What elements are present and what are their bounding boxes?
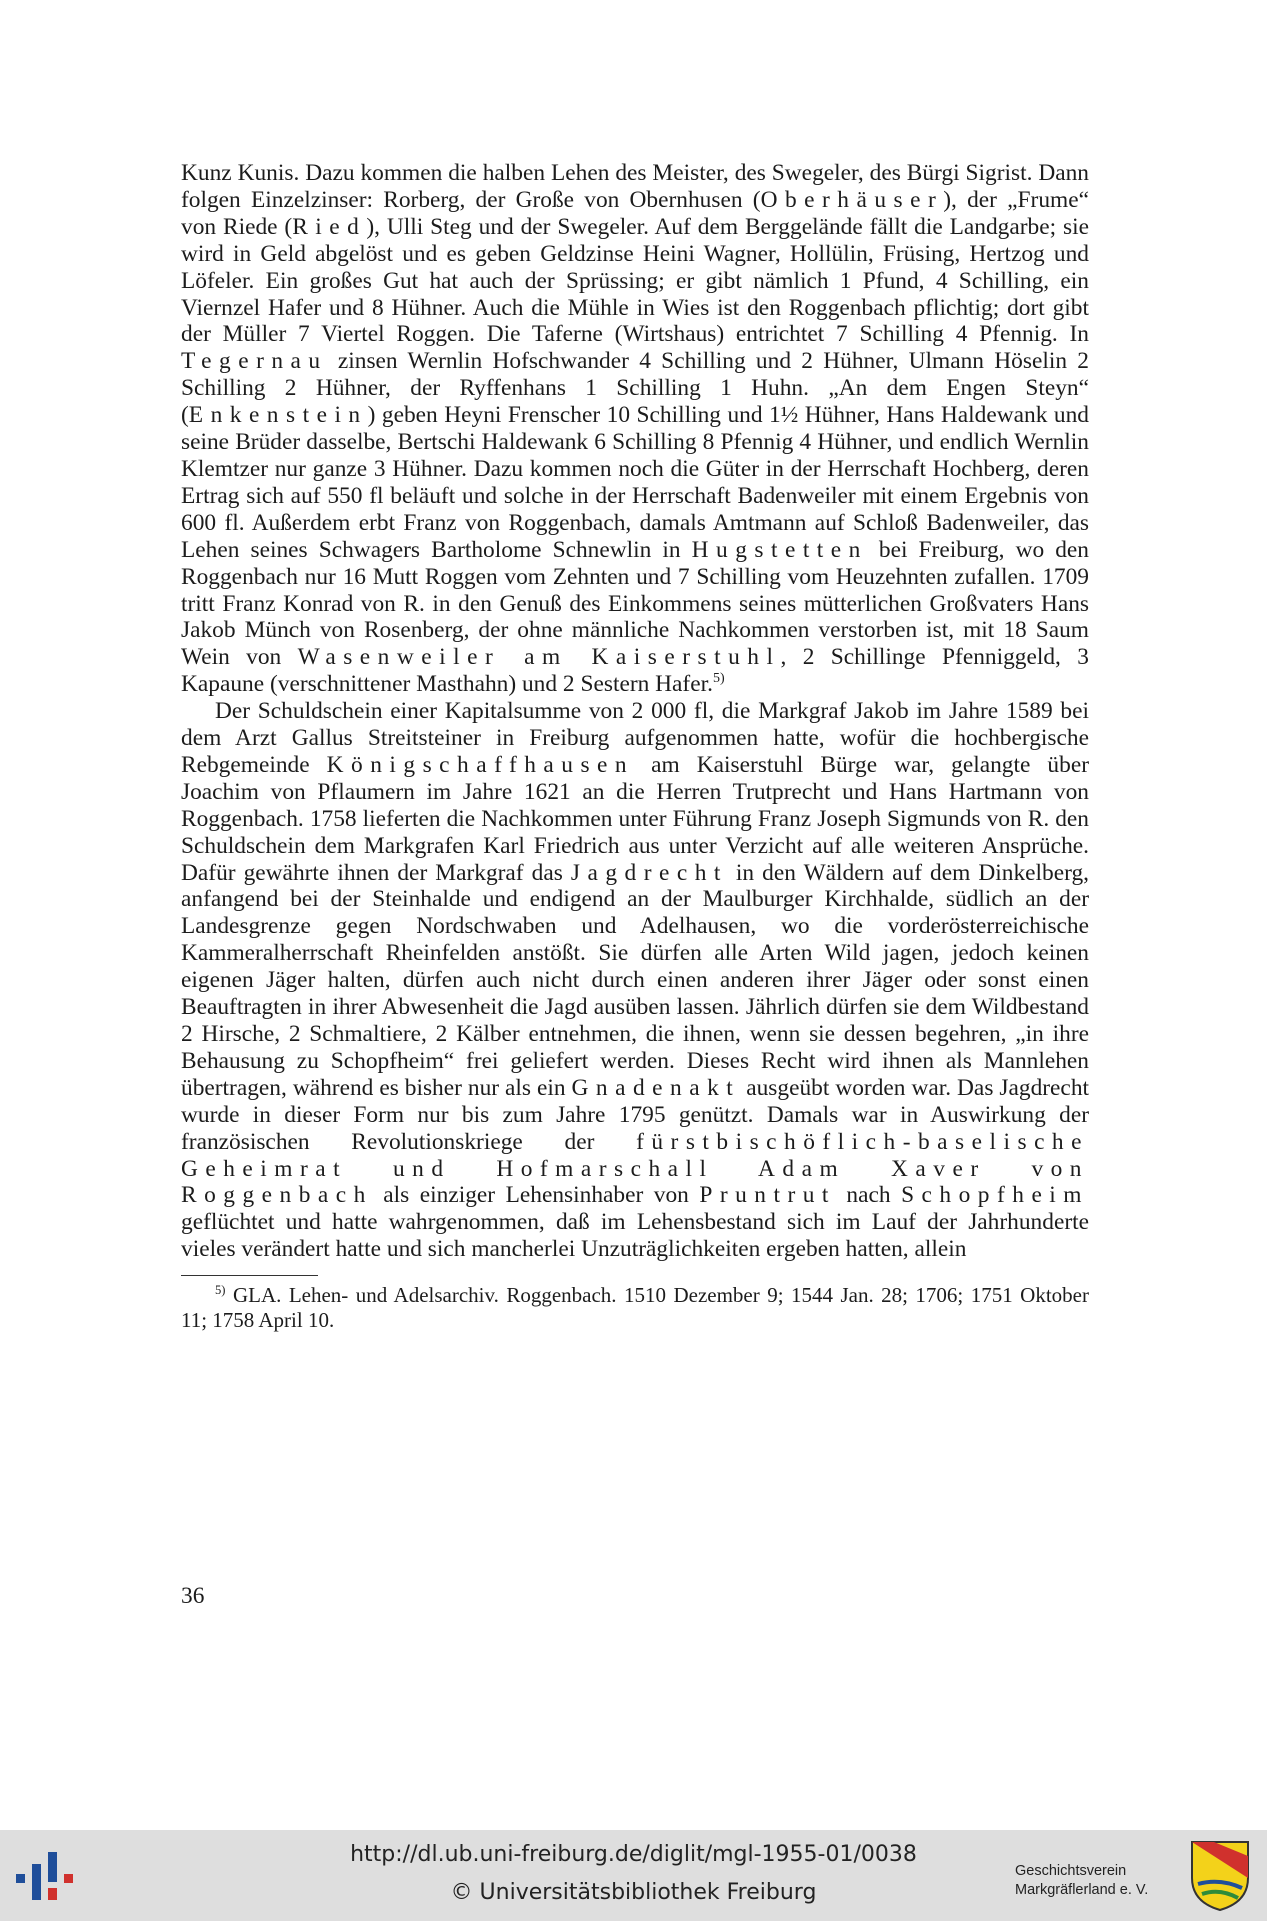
text-run: geflüchtet und hatte wahrgenommen, daß im Lehensbestand sich im Lauf der Jahrhunderte vieles verändert hatte und sich mancherlei Unzuträglichkeiten ergeben hatten, allein <box>181 1209 1089 1263</box>
society-line: Geschichtsverein <box>1015 1863 1127 1879</box>
spaced-name: Königschaffhausen <box>326 751 635 778</box>
text-run: als einziger Lehensinhaber von <box>372 1182 700 1209</box>
text-run: bei Freiburg, wo den Roggenbach nur 16 Mutt Roggen vom Zehnten und 7 Schilling vom Heuzehnten zufallen. 1709 tritt Franz Konrad von R. in den Genuß des Einkommens seines mütterlichen Großvaters Hans Jakob Münch von Rosenberg, der ohne männliche Nachkommen verstorben ist, mit 18 Saum Wein von <box>181 536 1089 671</box>
text-run: zinsen Wernlin Hofschwander 4 Schilling und 2 Hühner, Ulmann Höselin 2 Schilling 2 Hühner, der Ryffenhans 1 Schilling 1 Huhn. „An dem Engen Steyn“ ( <box>181 348 1089 429</box>
footnote <box>181 1283 1089 1333</box>
spaced-name: Ried <box>292 213 367 240</box>
text-run: Kunz Kunis. Dazu kommen die halben Lehen des Meister, des Swegeler, des Bürgi Sigrist. Dann folgen Einzelzinser: Rorberg, der Große von Obernhusen ( <box>181 160 1089 213</box>
spaced-name: Oberhäuser <box>760 186 944 213</box>
text-run: , 2 Schillinge Pfenniggeld, 3 Kapaune (verschnittener Masthahn) und 2 Sestern Hafer. <box>181 644 1089 698</box>
spaced-name: Jagdrecht <box>570 859 728 886</box>
copyright-notice: © Universitätsbibliothek Freiburg <box>450 1880 817 1905</box>
spaced-name: Tegernau <box>181 348 328 375</box>
text-run: in den Wäldern auf dem Dinkelberg, anfangend bei der Steinhalde und endigend an der Maulburger Kirchhalde, südlich an der Landesgrenze gegen Nordschwaben und Adelhausen, wo die vorderösterreichische Kammeralherrschaft Rheinfelden anstößt. Sie dürfen alle Arten Wild jagen, jedoch keinen eigenen Jäger halten, dürfen auch nicht durch einen anderen ihrer Jäger oder sonst einen Beauftragten in ihrer Abwesenheit die Jagd ausüben lassen. Jährlich dürfen sie dem Wildbestand 2 Hirsche, 2 Schmaltiere, 2 Kälber entnehmen, die ihnen, wenn sie dessen begehren, „in ihre Behausung zu Schopfheim“ frei geliefert werden. Dieses Recht wird ihnen als Mannlehen übertragen, während es bisher nur als ein <box>181 859 1090 1101</box>
permalink-url[interactable]: http://dl.ub.uni-freiburg.de/diglit/mgl-1955-01/0038 <box>350 1842 917 1867</box>
viewer-footer <box>0 1830 1267 1921</box>
text-run: GLA. Lehen- und Adelsarchiv. Roggenbach. 1510 Dezember 9; 1544 Jan. 28; 1706; 1751 Oktober 11; 1758 April 10. <box>181 1283 1089 1333</box>
spaced-name: Wasenweiler am Kaiserstuhl <box>297 644 781 671</box>
footnote-ref: 5) <box>712 670 725 687</box>
text-run: ) geben Heyni Frenscher 10 Schilling und 1½ Hühner, Hans Haldewank und seine Brüder dasselbe, Bertschi Haldewank 6 Schilling 8 Pfennig 4 Hühner, und endlich Wernlin Klemtzer nur ganze 3 Hühner. Dazu kommen noch die Güter in der Herrschaft Hochberg, deren Ertrag sich auf 550 fl beläuft und solche in der Herrschaft Badenweiler mit einem Ergebnis von 600 fl. Außerdem erbt Franz von Roggenbach, damals Amtmann auf Schloß Badenweiler, das Lehen seines Schwagers Bartholome Schnewlin in <box>181 402 1089 563</box>
spaced-name: Enkenstein <box>188 402 368 429</box>
coat-of-arms-icon <box>1188 1838 1252 1914</box>
text-run: am Kaiserstuhl Bürge war, gelangte über Joachim von Pflaumern im Jahre 1621 an die Herren Trutprecht und Hans Hartmann von Roggenbach. 1758 lieferten die Nachkommen unter Führung Franz Joseph Sigmunds von R. den Schuldschein dem Markgrafen Karl Friedrich aus unter Verzicht auf alle weiteren Ansprüche. Dafür gewährte ihnen der Markgraf das <box>181 751 1089 886</box>
page-body <box>181 160 1089 1333</box>
society-line: Markgräflerland e. V. <box>1015 1882 1149 1898</box>
society-name <box>1015 1862 1148 1900</box>
text-run: Der Schuldschein einer Kapitalsumme von 2 000 fl, die Markgraf Jakob im Jahre 1589 bei dem Arzt Gallus Streitsteiner in Freiburg aufgenommen hatte, wofür die hochbergische Rebgemeinde <box>181 698 1089 778</box>
paragraph <box>181 160 1089 698</box>
spaced-name: Pruntrut <box>699 1182 836 1209</box>
spaced-name: Hugstetten <box>691 536 868 563</box>
page-number: 36 <box>181 1583 205 1609</box>
spaced-name: Gnadenakt <box>571 1074 741 1101</box>
text-run: ausgeübt worden war. Das Jagdrecht wurde in dieser Form nur bis zum Jahre 1795 genützt. Damals war in Auswirkung der französischen Revolutionskriege der <box>181 1074 1090 1155</box>
spaced-name: fürstbischöflich-baselische Geheimrat und Hofmarschall Adam Xaver von Roggenbach <box>181 1128 1089 1209</box>
footnote-divider <box>181 1275 318 1276</box>
paragraph <box>181 698 1089 1263</box>
spaced-name: Schopfheim <box>901 1182 1089 1209</box>
text-run: ), Ulli Steg und der Swegeler. Auf dem Berggelände fällt die Landgarbe; sie wird in Geld abgelöst und es geben Geldzinse Heini Wagner, Hollülin, Früsing, Hertzog und Löfeler. Ein großes Gut hat auch der Sprüssing; er gibt nämlich 1 Pfund, 4 Schilling, ein Viernzel Hafer und 8 Hühner. Auch die Mühle in Wies ist den Roggenbach pflichtig; dort gibt der Müller 7 Viertel Roggen. Die Taferne (Wirtshaus) entrichtet 7 Schilling 4 Pfennig. In <box>181 213 1089 348</box>
text-run: nach <box>835 1182 902 1209</box>
text-run: ), der „Frume“ von Riede ( <box>181 186 1089 240</box>
footnote-ref: 5) <box>215 1283 226 1298</box>
